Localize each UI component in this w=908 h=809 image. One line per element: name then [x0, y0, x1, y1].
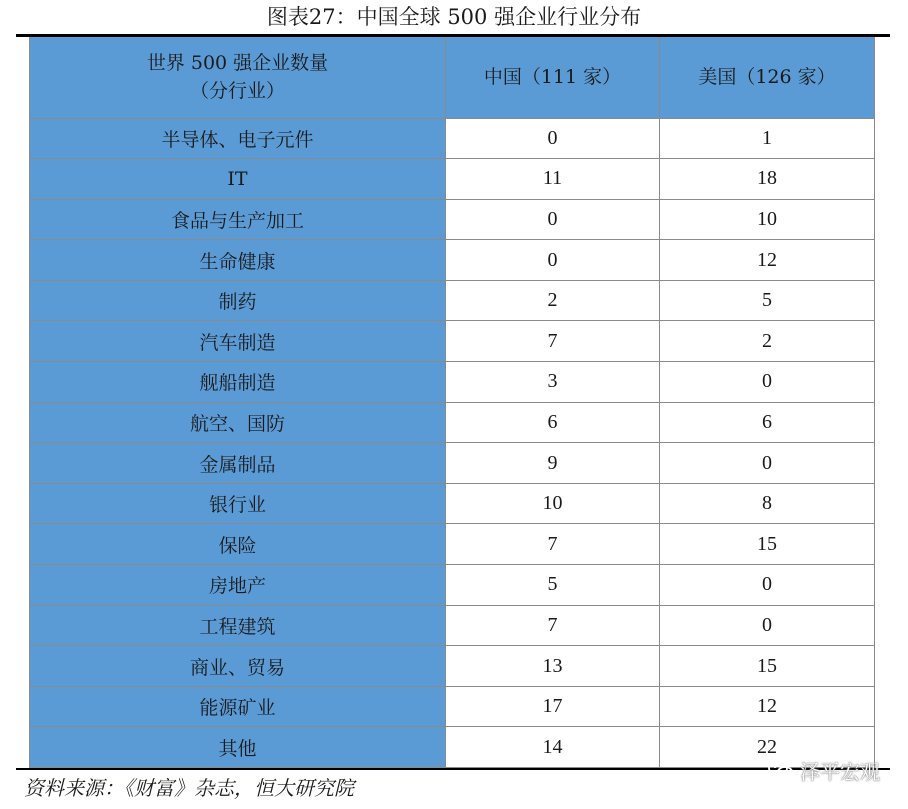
industry-cell: 能源矿业 [30, 686, 446, 727]
wechat-icon [768, 759, 794, 781]
header-category [30, 37, 446, 118]
china-count: 7 [446, 605, 660, 646]
table-row [30, 524, 875, 565]
table-row [30, 565, 875, 606]
industry-cell: 商业、贸易 [30, 646, 446, 687]
usa-count: 12 [660, 686, 875, 727]
industry-cell: 舰船制造 [30, 362, 446, 403]
table-row [30, 199, 875, 240]
industry-cell: IT [30, 159, 446, 200]
usa-count: 5 [660, 280, 875, 321]
usa-count: 0 [660, 605, 875, 646]
table-row [30, 118, 875, 159]
table-row [30, 686, 875, 727]
china-count: 14 [446, 727, 660, 768]
china-count: 0 [446, 118, 660, 159]
industry-cell: 金属制品 [30, 443, 446, 484]
china-count: 2 [446, 280, 660, 321]
industry-cell: 制药 [30, 280, 446, 321]
header-usa: 美国（126 家） [660, 37, 875, 118]
usa-count: 6 [660, 402, 875, 443]
usa-count: 15 [660, 646, 875, 687]
usa-count: 15 [660, 524, 875, 565]
usa-count: 0 [660, 565, 875, 606]
industry-cell: 工程建筑 [30, 605, 446, 646]
usa-count: 0 [660, 443, 875, 484]
china-count: 9 [446, 443, 660, 484]
table-row [30, 605, 875, 646]
table-row [30, 646, 875, 687]
table-row [30, 362, 875, 403]
header-category-line2: （分行业） [189, 80, 285, 103]
industry-cell: 半导体、电子元件 [30, 118, 446, 159]
watermark [768, 756, 880, 784]
watermark-text: 泽平宏观 [800, 759, 880, 784]
table-header-row [30, 37, 875, 118]
industry-cell: 食品与生产加工 [30, 199, 446, 240]
source-note: 资料来源：《财富》杂志，恒大研究院 [24, 776, 354, 800]
table-row [30, 443, 875, 484]
china-count: 17 [446, 686, 660, 727]
industry-table [29, 37, 875, 768]
usa-count: 0 [660, 362, 875, 403]
china-count: 7 [446, 524, 660, 565]
usa-count: 22 [660, 727, 875, 768]
china-count: 7 [446, 321, 660, 362]
usa-count: 12 [660, 240, 875, 281]
bottom-rule [16, 768, 890, 770]
table-row [30, 159, 875, 200]
header-category-line1: 世界 500 强企业数量 [146, 52, 329, 75]
china-count: 6 [446, 402, 660, 443]
usa-count: 8 [660, 483, 875, 524]
china-count: 13 [446, 646, 660, 687]
industry-cell: 汽车制造 [30, 321, 446, 362]
industry-cell: 航空、国防 [30, 402, 446, 443]
china-count: 11 [446, 159, 660, 200]
table-title: 图表27：中国全球 500 强企业行业分布 [266, 5, 642, 29]
china-count: 0 [446, 240, 660, 281]
usa-count: 2 [660, 321, 875, 362]
table-row [30, 321, 875, 362]
table-row [30, 280, 875, 321]
industry-cell: 保险 [30, 524, 446, 565]
usa-count: 1 [660, 118, 875, 159]
table-row [30, 483, 875, 524]
industry-cell: 银行业 [30, 483, 446, 524]
usa-count: 10 [660, 199, 875, 240]
china-count: 3 [446, 362, 660, 403]
china-count: 10 [446, 483, 660, 524]
table-row [30, 402, 875, 443]
china-count: 0 [446, 199, 660, 240]
industry-cell: 房地产 [30, 565, 446, 606]
industry-cell: 生命健康 [30, 240, 446, 281]
header-china: 中国（111 家） [446, 37, 660, 118]
table-row [30, 240, 875, 281]
usa-count: 18 [660, 159, 875, 200]
china-count: 5 [446, 565, 660, 606]
table-row [30, 727, 875, 768]
industry-cell: 其他 [30, 727, 446, 768]
